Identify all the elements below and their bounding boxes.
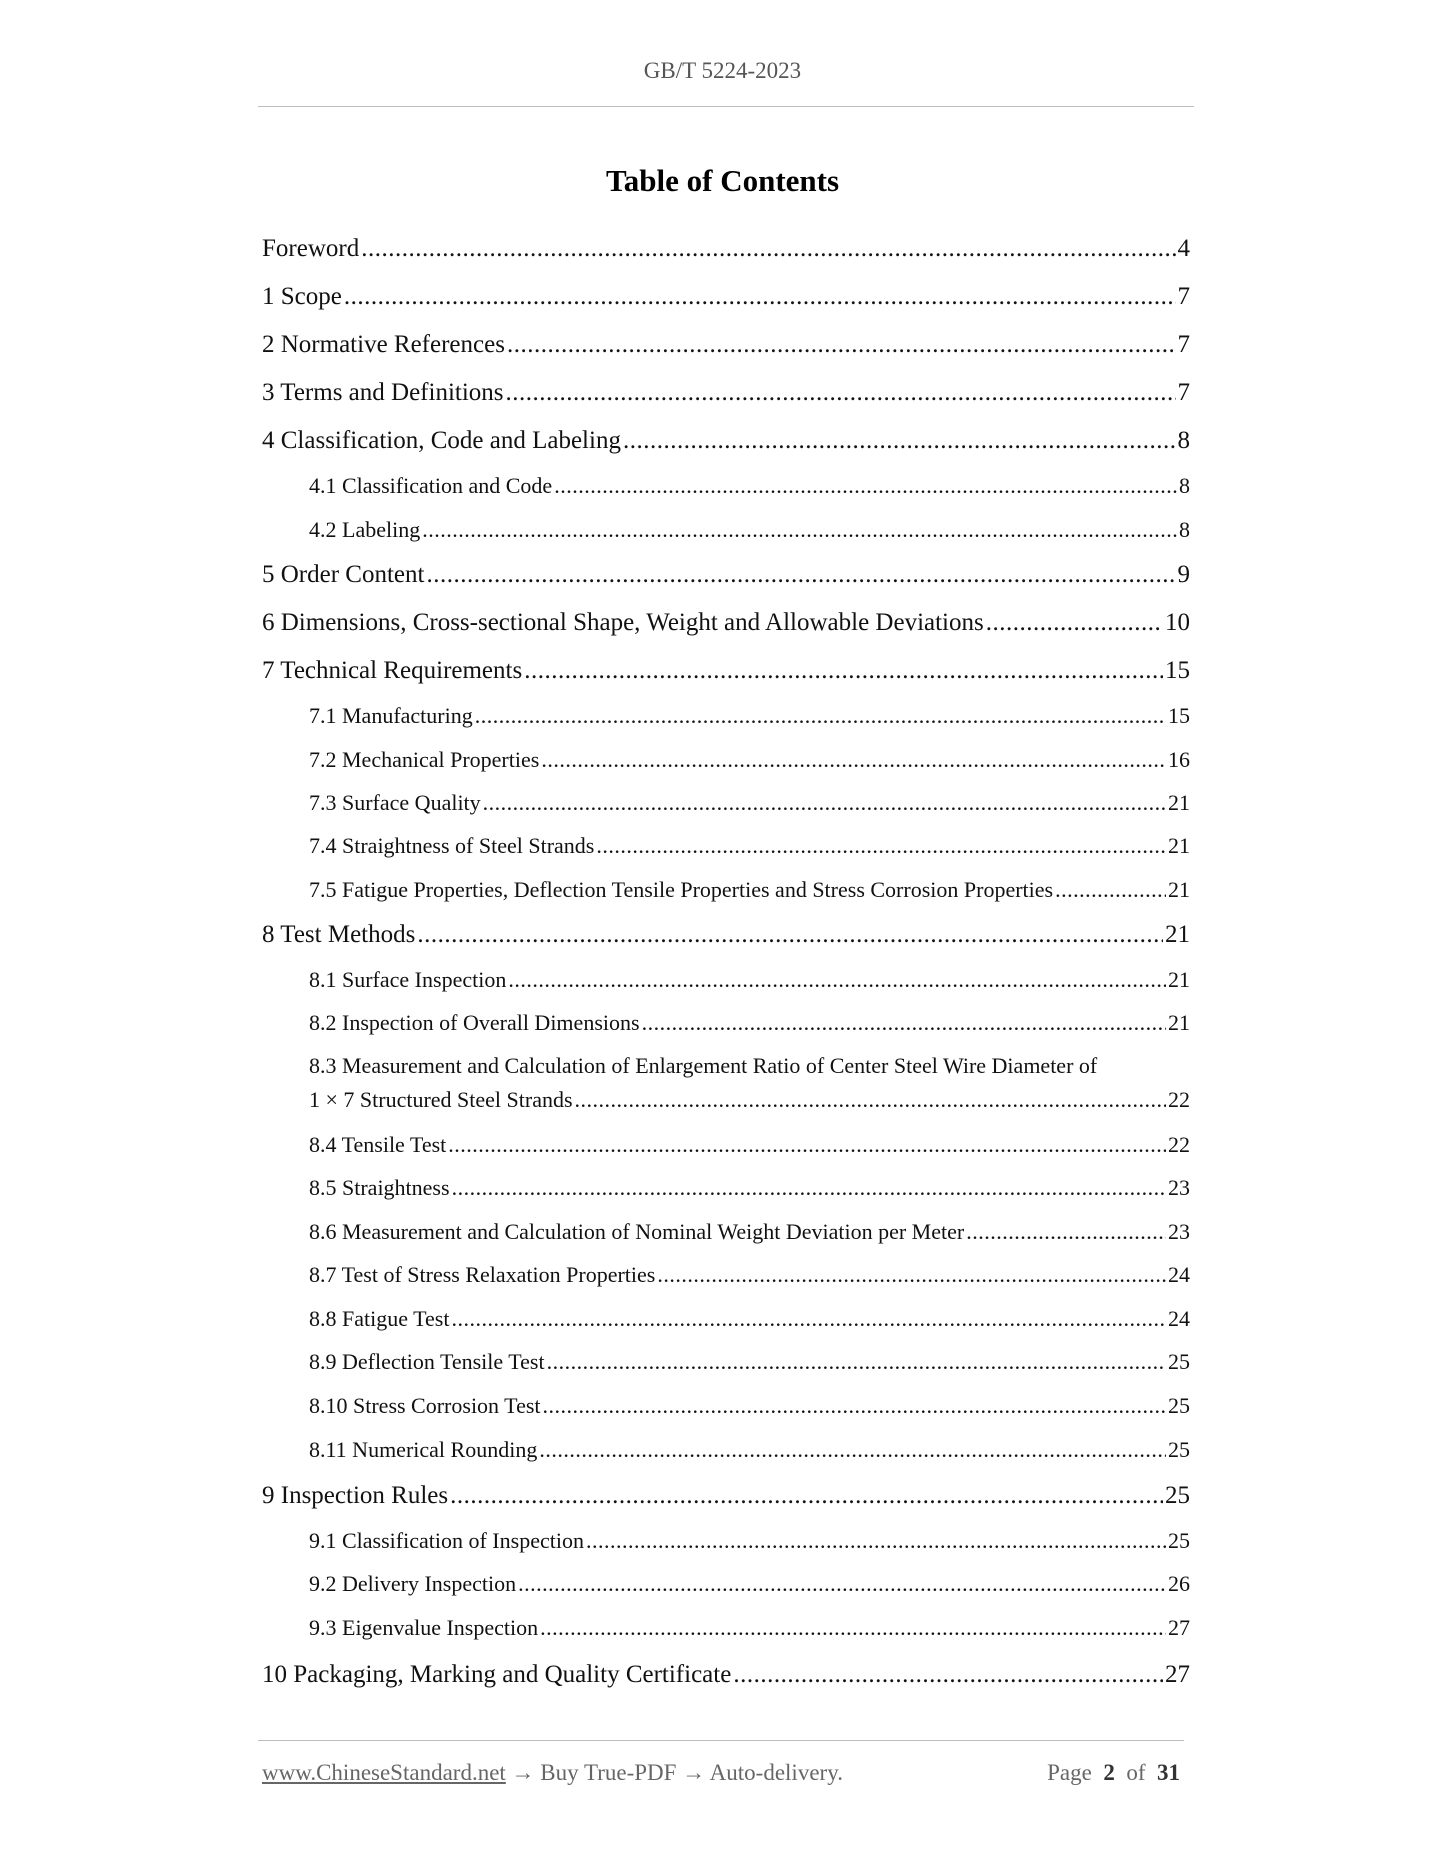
toc-leader-dots bbox=[506, 379, 1176, 407]
toc-leader-dots bbox=[361, 235, 1175, 263]
website-link[interactable]: www.ChineseStandard.net bbox=[262, 1760, 506, 1785]
toc-entry-label: 8 Test Methods bbox=[262, 921, 416, 948]
page-word: Page bbox=[1047, 1760, 1092, 1785]
toc-entry-label: 8.2 Inspection of Overall Dimensions bbox=[309, 1010, 640, 1035]
toc-entry-page: 27 bbox=[1165, 1661, 1190, 1688]
toc-entry-7-2[interactable] bbox=[309, 747, 1190, 773]
toc-leader-dots bbox=[642, 1010, 1166, 1036]
toc-entry-page: 7 bbox=[1177, 283, 1190, 310]
toc-entry-label: 8.8 Fatigue Test bbox=[309, 1306, 450, 1331]
buy-true-pdf-text: Buy True-PDF bbox=[540, 1760, 677, 1785]
toc-entry-label: 8.10 Stress Corrosion Test bbox=[309, 1393, 541, 1418]
toc-entry-label: 7.1 Manufacturing bbox=[309, 703, 473, 728]
toc-leader-dots bbox=[1055, 877, 1166, 903]
toc-leader-dots bbox=[966, 1219, 1166, 1245]
toc-entry-label: 8.5 Straightness bbox=[309, 1175, 450, 1200]
toc-leader-dots bbox=[657, 1262, 1166, 1288]
toc-entry-8-11[interactable] bbox=[309, 1437, 1190, 1463]
toc-entry-8-10[interactable] bbox=[309, 1393, 1190, 1419]
toc-entry-page: 27 bbox=[1168, 1615, 1190, 1640]
toc-entry-label: 8.9 Deflection Tensile Test bbox=[309, 1349, 545, 1374]
header-divider bbox=[258, 106, 1194, 107]
toc-entry-page: 26 bbox=[1168, 1571, 1190, 1596]
toc-entry-page: 8 bbox=[1179, 473, 1190, 498]
toc-entry-label: 7.4 Straightness of Steel Strands bbox=[309, 833, 595, 858]
toc-leader-dots bbox=[452, 1175, 1166, 1201]
toc-leader-dots bbox=[507, 331, 1176, 359]
toc-entry-7-4[interactable] bbox=[309, 833, 1190, 859]
footer-divider bbox=[258, 1740, 1184, 1741]
toc-entry-page: 8 bbox=[1177, 427, 1190, 454]
toc-leader-dots bbox=[448, 1132, 1166, 1158]
toc-entry-page: 21 bbox=[1168, 1010, 1190, 1035]
running-header: GB/T 5224-2023 bbox=[643, 58, 802, 83]
toc-entry-8-3[interactable] bbox=[309, 1053, 1190, 1113]
toc-entry-label: 4 Classification, Code and Labeling bbox=[262, 427, 621, 454]
toc-entry-4-1[interactable] bbox=[309, 473, 1190, 499]
toc-leader-dots bbox=[450, 1482, 1163, 1510]
toc-leader-dots bbox=[586, 1528, 1166, 1554]
toc-entry-page: 4 bbox=[1177, 235, 1190, 262]
toc-entry-4-2[interactable] bbox=[309, 517, 1190, 543]
toc-leader-dots bbox=[451, 1306, 1166, 1332]
toc-leader-dots bbox=[518, 1571, 1166, 1597]
toc-entry-classification[interactable] bbox=[262, 427, 1190, 455]
toc-leader-dots bbox=[554, 473, 1177, 499]
toc-entry-page: 15 bbox=[1168, 703, 1190, 728]
toc-entry-page: 23 bbox=[1168, 1219, 1190, 1244]
toc-entry-page: 24 bbox=[1168, 1306, 1190, 1331]
toc-leader-dots bbox=[733, 1661, 1163, 1689]
toc-leader-dots bbox=[475, 703, 1166, 729]
toc-leader-dots bbox=[426, 561, 1175, 589]
toc-entry-page: 25 bbox=[1168, 1393, 1190, 1418]
toc-entry-inspection-rules[interactable] bbox=[262, 1482, 1190, 1510]
toc-entry-9-3[interactable] bbox=[309, 1615, 1190, 1641]
toc-leader-dots bbox=[524, 657, 1163, 685]
toc-entry-7-3[interactable] bbox=[309, 790, 1190, 816]
toc-leader-dots bbox=[483, 790, 1166, 816]
toc-entry-label: 1 Scope bbox=[262, 283, 342, 310]
toc-entry-8-4[interactable] bbox=[309, 1132, 1190, 1158]
toc-leader-dots bbox=[623, 427, 1176, 455]
page-title: Table of Contents bbox=[605, 163, 840, 198]
toc-entry-label: 5 Order Content bbox=[262, 561, 425, 588]
toc-entry-packaging[interactable] bbox=[262, 1661, 1190, 1689]
page-indicator bbox=[1047, 1760, 1180, 1786]
toc-leader-dots bbox=[539, 1437, 1166, 1463]
toc-entry-9-1[interactable] bbox=[309, 1528, 1190, 1554]
toc-entry-label: 7.3 Surface Quality bbox=[309, 790, 481, 815]
footer-promo bbox=[262, 1760, 843, 1786]
toc-entry-label: 8.7 Test of Stress Relaxation Properties bbox=[309, 1262, 656, 1287]
toc-entry-label: 8.4 Tensile Test bbox=[309, 1132, 447, 1157]
toc-entry-page: 25 bbox=[1168, 1437, 1190, 1462]
toc-entry-terms-definitions[interactable] bbox=[262, 379, 1190, 407]
toc-entry-page: 7 bbox=[1177, 379, 1190, 406]
of-word: of bbox=[1126, 1760, 1146, 1785]
toc-entry-page: 21 bbox=[1165, 921, 1190, 948]
toc-entry-9-2[interactable] bbox=[309, 1571, 1190, 1597]
toc-entry-dimensions[interactable] bbox=[262, 609, 1190, 637]
total-pages-number: 31 bbox=[1157, 1760, 1180, 1785]
toc-leader-dots bbox=[986, 609, 1163, 637]
toc-entry-8-8[interactable] bbox=[309, 1306, 1190, 1332]
toc-entry-label: 10 Packaging, Marking and Quality Certificate bbox=[262, 1661, 732, 1688]
toc-entry-label-continued: 1 × 7 Structured Steel Strands bbox=[309, 1087, 573, 1112]
toc-entry-label: 7.2 Mechanical Properties bbox=[309, 747, 540, 772]
toc-leader-dots bbox=[596, 833, 1166, 859]
toc-leader-dots bbox=[508, 967, 1166, 993]
arrow-right-icon: → bbox=[511, 1760, 535, 1785]
toc-entry-label: 4.1 Classification and Code bbox=[309, 473, 553, 498]
toc-entry-page: 25 bbox=[1168, 1528, 1190, 1553]
toc-entry-7-5[interactable] bbox=[309, 877, 1190, 903]
toc-entry-label: 4.2 Labeling bbox=[309, 517, 421, 542]
toc-leader-dots bbox=[575, 1087, 1166, 1113]
toc-entry-label: 3 Terms and Definitions bbox=[262, 379, 504, 406]
toc-leader-dots bbox=[547, 1349, 1166, 1375]
toc-entry-test-methods[interactable] bbox=[262, 921, 1190, 949]
toc-entry-page: 21 bbox=[1168, 790, 1190, 815]
toc-leader-dots bbox=[417, 921, 1163, 949]
toc-entry-page: 21 bbox=[1168, 967, 1190, 992]
current-page-number: 2 bbox=[1103, 1760, 1115, 1785]
toc-entry-page: 21 bbox=[1168, 833, 1190, 858]
toc-entry-8-9[interactable] bbox=[309, 1349, 1190, 1375]
toc-leader-dots bbox=[540, 1615, 1166, 1641]
toc-leader-dots bbox=[422, 517, 1177, 543]
toc-entry-page: 25 bbox=[1165, 1482, 1190, 1509]
toc-entry-label: 9.2 Delivery Inspection bbox=[309, 1571, 517, 1596]
toc-entry-order-content[interactable] bbox=[262, 561, 1190, 589]
toc-entry-label: 2 Normative References bbox=[262, 331, 505, 358]
toc-entry-8-2[interactable] bbox=[309, 1010, 1190, 1036]
toc-entry-page: 22 bbox=[1168, 1087, 1190, 1112]
toc-leader-dots bbox=[541, 747, 1166, 773]
toc-entry-label: 9 Inspection Rules bbox=[262, 1482, 449, 1509]
toc-entry-page: 25 bbox=[1168, 1349, 1190, 1374]
toc-entry-scope[interactable] bbox=[262, 283, 1190, 311]
toc-entry-page: 9 bbox=[1177, 561, 1190, 588]
toc-entry-page: 21 bbox=[1168, 877, 1190, 902]
toc-entry-page: 24 bbox=[1168, 1262, 1190, 1287]
toc-entry-page: 15 bbox=[1165, 657, 1190, 684]
toc-entry-page: 7 bbox=[1177, 331, 1190, 358]
toc-entry-label: 6 Dimensions, Cross-sectional Shape, Weight and Allowable Deviations bbox=[262, 609, 984, 636]
toc-leader-dots bbox=[344, 283, 1176, 311]
toc-entry-label: 7.5 Fatigue Properties, Deflection Tensile Properties and Stress Corrosion Properties bbox=[309, 877, 1054, 902]
toc-entry-label: 9.3 Eigenvalue Inspection bbox=[309, 1615, 539, 1640]
toc-entry-page: 23 bbox=[1168, 1175, 1190, 1200]
toc-entry-8-6[interactable] bbox=[309, 1219, 1190, 1245]
toc-entry-normative-references[interactable] bbox=[262, 331, 1190, 359]
toc-entry-label: Foreword bbox=[262, 235, 360, 262]
toc-entry-page: 8 bbox=[1179, 517, 1190, 542]
toc-entry-label: 8.11 Numerical Rounding bbox=[309, 1437, 538, 1462]
toc-entry-page: 10 bbox=[1165, 609, 1190, 636]
toc-entry-technical-requirements[interactable] bbox=[262, 657, 1190, 685]
toc-entry-label: 8.6 Measurement and Calculation of Nominal Weight Deviation per Meter bbox=[309, 1219, 965, 1244]
toc-entry-7-1[interactable] bbox=[309, 703, 1190, 729]
toc-leader-dots bbox=[543, 1393, 1166, 1419]
toc-entry-label: 8.3 Measurement and Calculation of Enlargement Ratio of Center Steel Wire Diameter of bbox=[309, 1053, 1098, 1078]
page-footer bbox=[262, 1760, 1180, 1786]
toc-entry-foreword[interactable] bbox=[262, 235, 1190, 263]
toc-entry-8-5[interactable] bbox=[309, 1175, 1190, 1201]
auto-delivery-text: Auto-delivery. bbox=[709, 1760, 843, 1785]
toc-entry-label: 7 Technical Requirements bbox=[262, 657, 523, 684]
toc-entry-page: 22 bbox=[1168, 1132, 1190, 1157]
arrow-right-icon: → bbox=[682, 1760, 706, 1785]
toc-entry-8-1[interactable] bbox=[309, 967, 1190, 993]
toc-entry-page: 16 bbox=[1168, 747, 1190, 772]
toc-entry-8-7[interactable] bbox=[309, 1262, 1190, 1288]
toc-entry-label: 8.1 Surface Inspection bbox=[309, 967, 507, 992]
toc-entry-label: 9.1 Classification of Inspection bbox=[309, 1528, 584, 1553]
